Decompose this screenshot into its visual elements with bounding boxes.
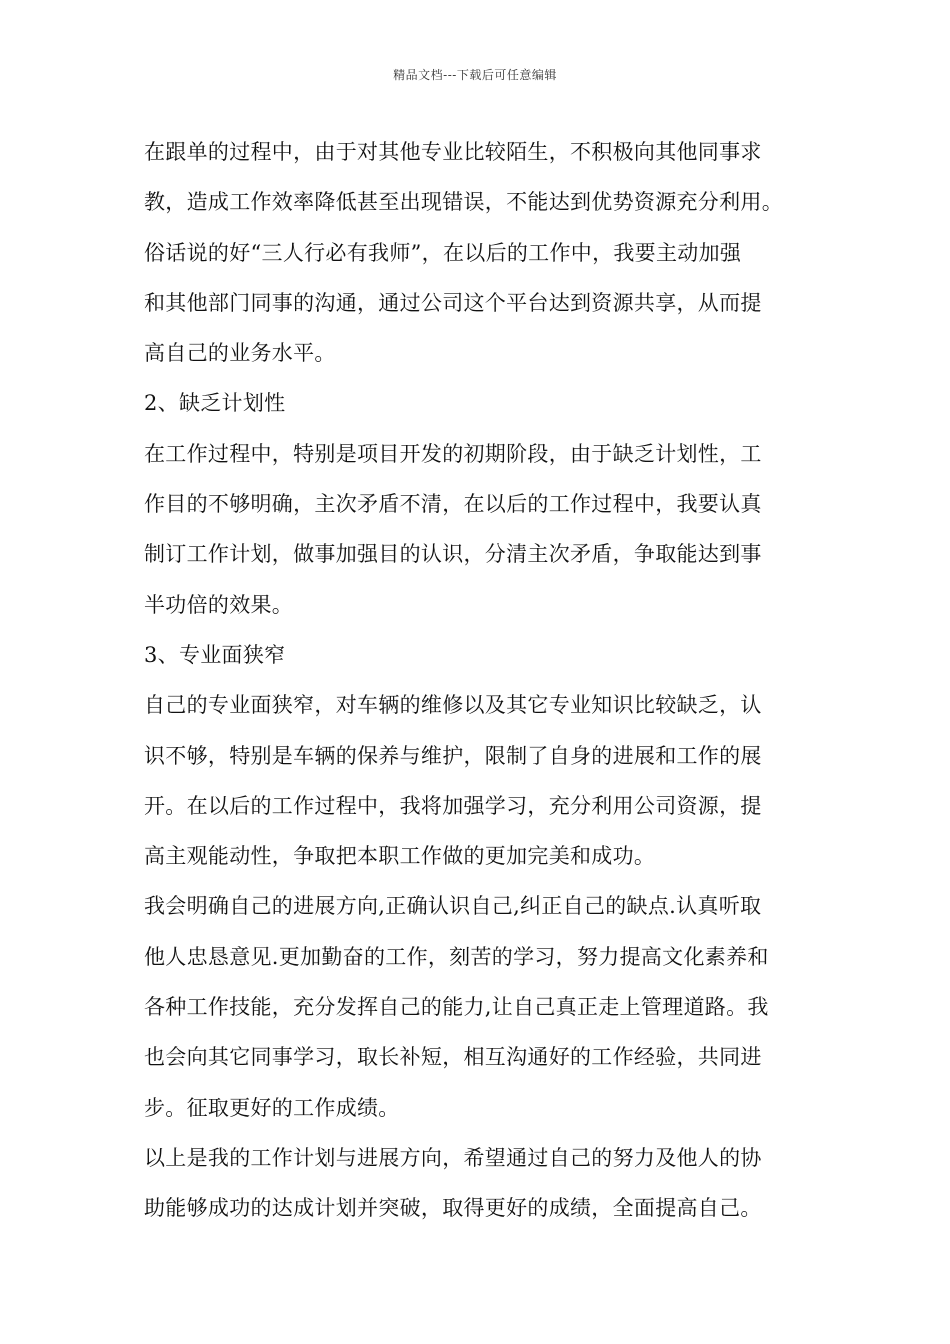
text-line: 自己的专业面狭窄，对车辆的维修以及其它专业知识比较缺乏，认 [144, 693, 762, 718]
text-line: 他人忠恳意见.更加勤奋的工作，刻苦的学习，努力提高文化素养和 [144, 944, 769, 969]
text-line: 我会明确自己的进展方向,正确认识自己,纠正自己的缺点.认真听取 [144, 894, 762, 919]
text-line: 各种工作技能，充分发挥自己的能力,让自己真正走上管理道路。我 [144, 995, 769, 1020]
text-line: 和其他部门同事的沟通，通过公司这个平台达到资源共享，从而提 [144, 290, 762, 315]
document-body [144, 127, 812, 1234]
page-header: 精品文档---下载后可任意编辑 [393, 68, 557, 82]
text-line: 步。征取更好的工作成绩。 [144, 1095, 400, 1120]
section-heading: 2、缺乏计划性 [144, 391, 286, 416]
text-line: 高自己的业务水平。 [144, 341, 336, 366]
text-line: 助能够成功的达成计划并突破，取得更好的成绩，全面提高自己。 [144, 1196, 762, 1221]
text-line: 识不够，特别是车辆的保养与维护，限制了自身的进展和工作的展 [144, 743, 762, 768]
text-line: 作目的不够明确，主次矛盾不清，在以后的工作过程中，我要认真 [144, 492, 762, 517]
text-line: 教，造成工作效率降低甚至出现错误，不能达到优势资源充分利用。 [144, 190, 783, 215]
section-heading: 3、专业面狭窄 [144, 642, 286, 667]
text-line: 也会向其它同事学习，取长补短，相互沟通好的工作经验，共同进 [144, 1045, 762, 1070]
text-line: 在工作过程中，特别是项目开发的初期阶段，由于缺乏计划性，工 [144, 441, 762, 466]
text-line: 半功倍的效果。 [144, 592, 294, 617]
text-line: 高主观能动性，争取把本职工作做的更加完美和成功。 [144, 844, 656, 869]
text-line: 以上是我的工作计划与进展方向，希望通过自己的努力及他人的协 [144, 1145, 762, 1170]
text-line: 在跟单的过程中，由于对其他专业比较陌生，不积极向其他同事求 [144, 140, 762, 164]
text-line: 开。在以后的工作过程中，我将加强学习，充分利用公司资源，提 [144, 793, 762, 818]
text-line: 制订工作计划，做事加强目的认识，分清主次矛盾，争取能达到事 [144, 542, 762, 567]
text-line: 俗话说的好“三人行必有我师”，在以后的工作中，我要主动加强 [144, 240, 742, 265]
